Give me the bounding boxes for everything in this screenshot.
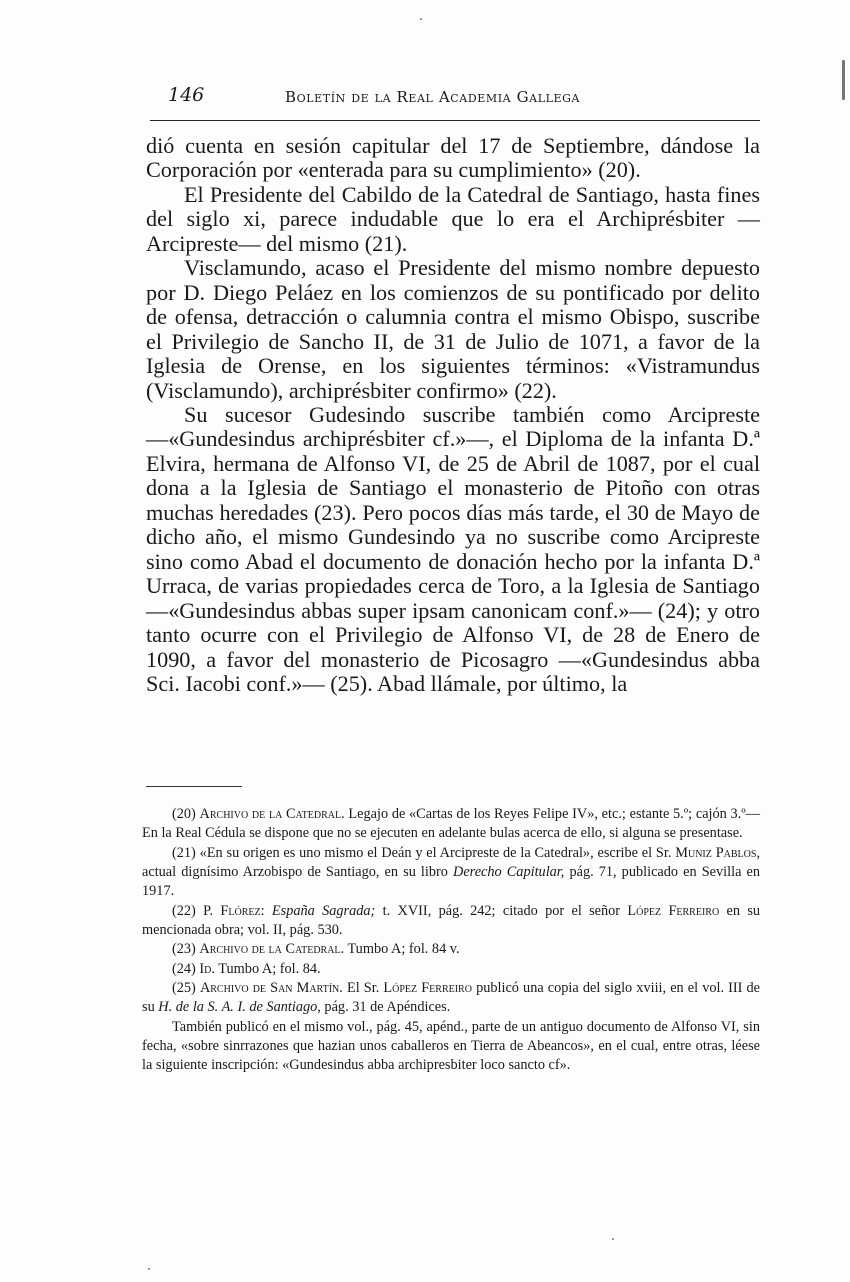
footnote-21-text-b: actual dignísimo Arzobispo de Santiago, en su libro: [142, 864, 448, 881]
footnote-21-number: (21): [172, 844, 196, 861]
paragraph-3: Visclamundo, acaso el Presidente del mismo nombre depuesto por D. Diego Peláez en los comienzos de su pontificado por delito de ofensa, detracción o calumnia contra el mismo Obispo, suscribe el Privilegio de Sancho II, de 31 de Julio de 1071, a favor de la Iglesia de Orense, en los siguientes términos: «Vistramundus (Visclamundo), archiprésbiter confirmo» (22).: [146, 255, 760, 403]
scan-speck: [612, 1238, 614, 1240]
footnote-22-author2: López Ferreiro: [627, 902, 720, 919]
footnote-25-author: López Ferreiro: [383, 980, 472, 997]
footnotes: [142, 805, 760, 1076]
footnote-25-book: H. de la S. A. I. de Santiago,: [158, 999, 321, 1016]
page-number: 146: [168, 84, 205, 106]
footnote-24-text: Tumbo A; fol. 84.: [218, 960, 321, 977]
paragraph-1: dió cuenta en sesión capitular del 17 de Septiembre, dándose la Corporación por «enterada para su cumplimiento» (20).: [146, 133, 760, 183]
scan-edge-mark: [842, 60, 845, 100]
footnote-24-number: (24): [172, 960, 196, 977]
footnote-23-number: (23): [172, 941, 196, 958]
footnote-22-author: P. Flórez:: [203, 902, 265, 919]
footnote-22: [142, 902, 760, 941]
scan-speck: [148, 1268, 150, 1270]
footnote-21-text-a: «En su origen es uno mismo el Deán y el Arcipreste de la Catedral», escribe el Sr.: [199, 844, 672, 861]
footnote-rule: [146, 786, 242, 787]
footnote-21-text-c: pág. 71, publicado en Sevilla en 1917.: [142, 864, 760, 900]
footnote-21: [142, 844, 760, 902]
body-text: [146, 134, 760, 696]
footnote-21-author: Muniz Pablos,: [675, 844, 761, 861]
paragraph-2: El Presidente del Cabildo de la Catedral de Santiago, hasta fines del siglo xi, parece indudable que lo era el Archiprésbiter —Arcipreste— del mismo (21).: [146, 181, 760, 256]
footnote-20-source: Archivo de la Catedral.: [199, 806, 345, 822]
footnote-25-text-b: publicó una copia del siglo xviii, en el vol. III de su: [142, 980, 761, 1016]
footnote-22-text-b: en su mencionada obra; vol. II, pág. 530.: [142, 902, 761, 939]
paragraph-4: Su sucesor Gudesindo suscribe también como Arcipreste —«Gundesindus archiprésbiter cf.»—, el Diploma de la infanta D.ª Elvira, hermana de Alfonso VI, de 25 de Abril de 1087, por el cual dona a la Iglesia de Santiago el monasterio de Pitoño con otras muchas heredades (23). Pero pocos días más tarde, el 30 de Mayo de dicho año, el mismo Gundesindo ya no suscribe como Arcipreste sino como Abad el documento de donación hecho por la infanta D.ª Urraca, de varias propiedades cerca de Toro, a la Iglesia de Santiago —«Gundesindus abbas super ipsam canonicam conf.»— (24); y otro tanto ocurre con el Privilegio de Alfonso VI, de 28 de Enero de 1090, a favor del monasterio de Picosagro —«Gundesindus abba Sci. Iacobi conf.»— (25). Abad llámale, por último, la: [146, 401, 760, 696]
scan-speck: [420, 18, 422, 20]
footnote-22-text-a: t. XVII, pág. 242; citado por el señor: [382, 902, 621, 919]
footnote-25: [142, 979, 760, 1018]
footnote-20: [142, 805, 760, 844]
footnote-23-source: Archivo de la Catedral.: [199, 941, 345, 958]
footnote-22-number: (22): [172, 902, 196, 919]
footnote-21-book: Derecho Capitular,: [453, 864, 565, 881]
footnote-23-text: Tumbo A; fol. 84 v.: [347, 941, 460, 958]
running-head: Boletín de la Real Academia Gallega: [285, 88, 581, 106]
footnote-25-source: Archivo de San Martín.: [199, 980, 343, 997]
header-rule: [150, 120, 760, 121]
footnote-25-number: (25): [172, 980, 196, 997]
footnote-25-continuation: También publicó en el mismo vol., pág. 45, apénd., parte de un antiguo documento de Alfonso VI, sin fecha, «sobre sinrrazones que hazian unos caballeros en Tierra de Abeancos», en el cual, entre otras, léese la siguiente inscripción: «Gundesindus abba archipresbiter loco sancto cf».: [142, 1018, 760, 1074]
footnote-24-source: Id.: [199, 960, 215, 977]
footnote-22-book: España Sagrada;: [271, 902, 376, 919]
page-header: [140, 84, 760, 116]
footnote-20-text: Legajo de «Cartas de los Reyes Felipe IV», etc.; estante 5.º; cajón 3.º—En la Real Cédula se dispone que no se ejecuten en adelante bulas acerca de ello, si alguna se presentase.: [142, 806, 760, 842]
footnote-23: [142, 940, 760, 959]
footnote-25-text-c: pág. 31 de Apéndices.: [324, 999, 451, 1016]
footnote-20-number: (20): [172, 806, 196, 822]
footnote-25-text-a: El Sr.: [346, 980, 380, 997]
footnote-24: [142, 960, 760, 979]
